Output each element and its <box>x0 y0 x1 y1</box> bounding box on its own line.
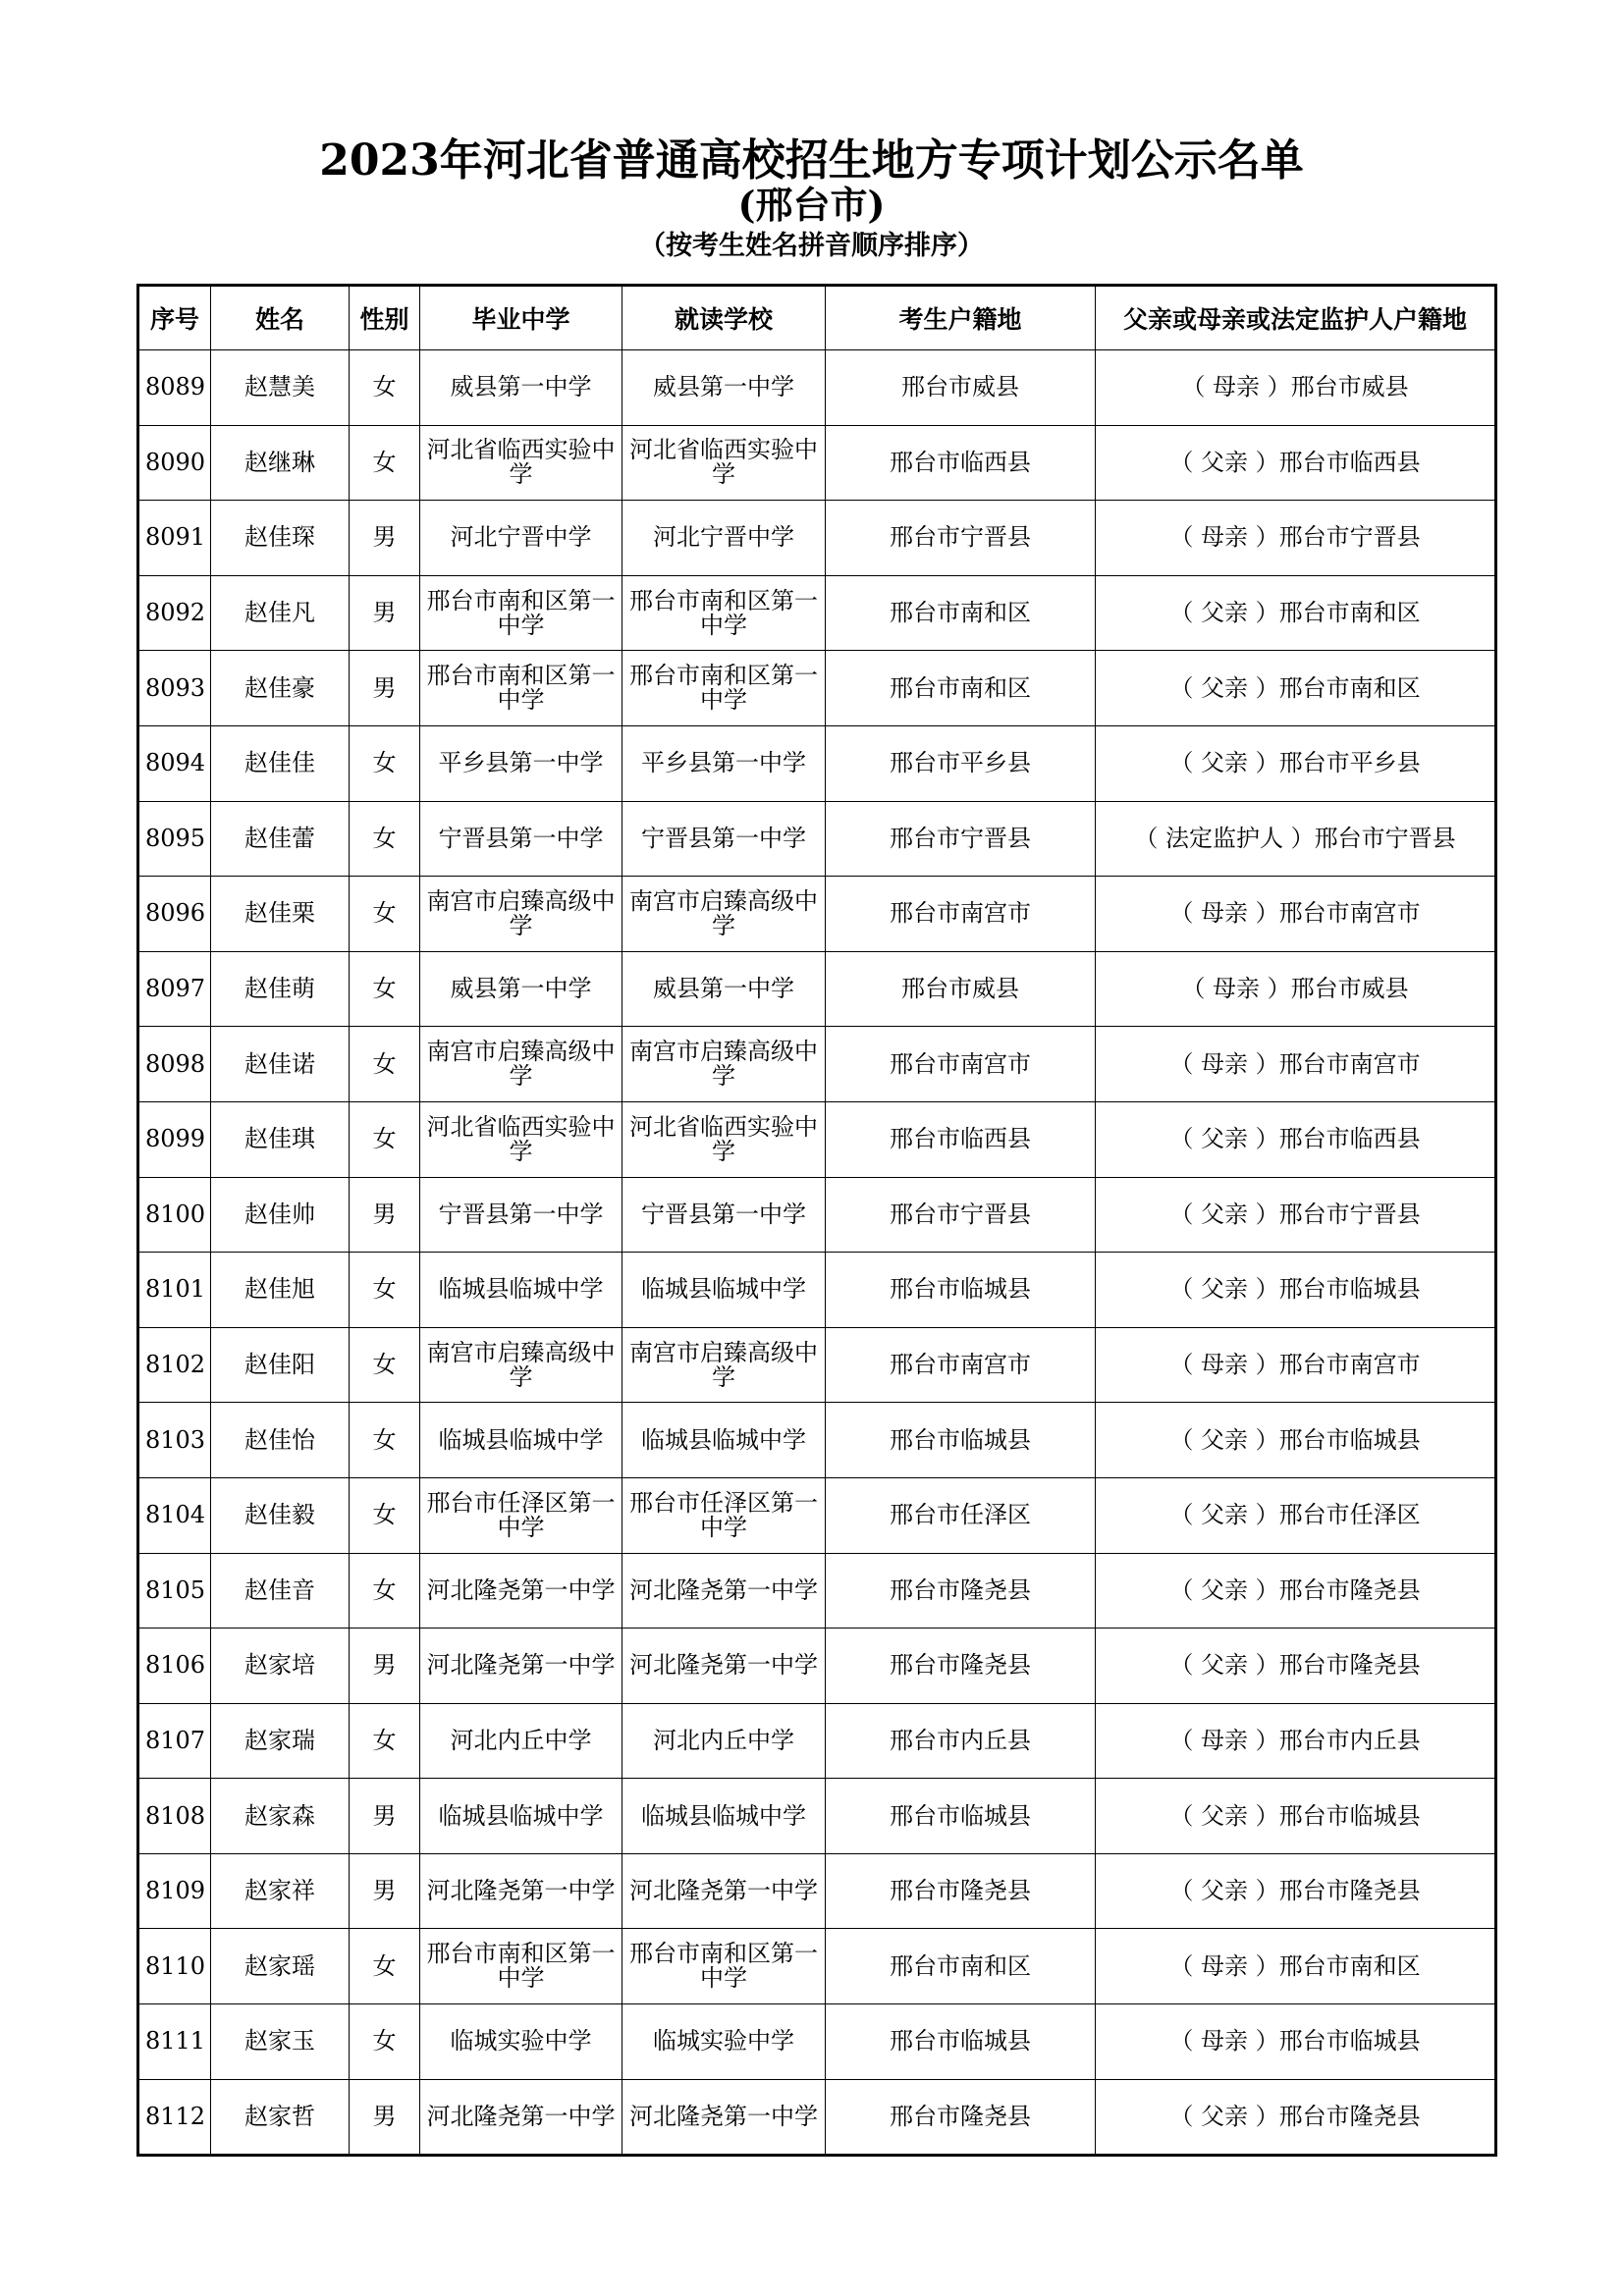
current-school-cell: 河北省临西实验中学 <box>622 425 826 501</box>
student-residence-cell: 邢台市南宫市 <box>826 1027 1096 1102</box>
graduated-school-cell: 威县第一中学 <box>420 350 622 426</box>
gender-cell: 男 <box>350 575 420 651</box>
current-school-cell: 河北内丘中学 <box>622 1703 826 1779</box>
graduated-school-cell: 临城县临城中学 <box>420 1779 622 1854</box>
guardian-residence-cell: （ 母亲 ）邢台市威县 <box>1096 951 1496 1027</box>
seq-cell: 8102 <box>138 1327 211 1403</box>
seq-cell: 8105 <box>138 1553 211 1629</box>
guardian-residence-cell: （ 父亲 ）邢台市任泽区 <box>1096 1477 1496 1553</box>
current-school-cell: 临城县临城中学 <box>622 1403 826 1478</box>
current-school-cell: 邢台市南和区第一中学 <box>622 651 826 726</box>
table-row <box>138 651 1496 726</box>
guardian-residence-cell: （ 父亲 ）邢台市平乡县 <box>1096 725 1496 801</box>
column-header-student-residence: 考生户籍地 <box>826 286 1096 350</box>
gender-cell: 女 <box>350 877 420 952</box>
guardian-residence-cell: （ 母亲 ）邢台市内丘县 <box>1096 1703 1496 1779</box>
student-residence-cell: 邢台市隆尧县 <box>826 1553 1096 1629</box>
graduated-school-cell: 南宫市启臻高级中学 <box>420 1027 622 1102</box>
gender-cell: 男 <box>350 1853 420 1929</box>
graduated-school-cell: 临城实验中学 <box>420 2004 622 2080</box>
name-cell: 赵佳怡 <box>211 1403 350 1478</box>
column-header-current-school: 就读学校 <box>622 286 826 350</box>
current-school-cell: 河北隆尧第一中学 <box>622 1629 826 1704</box>
current-school-cell: 南宫市启臻高级中学 <box>622 877 826 952</box>
table-row <box>138 1253 1496 1328</box>
student-residence-cell: 邢台市临城县 <box>826 1403 1096 1478</box>
guardian-residence-cell: （ 父亲 ）邢台市隆尧县 <box>1096 1853 1496 1929</box>
student-residence-cell: 邢台市南宫市 <box>826 1327 1096 1403</box>
seq-cell: 8109 <box>138 1853 211 1929</box>
guardian-residence-cell: （ 父亲 ）邢台市南和区 <box>1096 575 1496 651</box>
name-cell: 赵慧美 <box>211 350 350 426</box>
table-row <box>138 1327 1496 1403</box>
graduated-school-cell: 河北省临西实验中学 <box>420 425 622 501</box>
seq-cell: 8096 <box>138 877 211 952</box>
table-row <box>138 801 1496 877</box>
current-school-cell: 临城实验中学 <box>622 2004 826 2080</box>
table-row <box>138 877 1496 952</box>
name-cell: 赵家培 <box>211 1629 350 1704</box>
student-residence-cell: 邢台市南和区 <box>826 651 1096 726</box>
student-residence-cell: 邢台市威县 <box>826 951 1096 1027</box>
gender-cell: 男 <box>350 2079 420 2156</box>
gender-cell: 女 <box>350 1403 420 1478</box>
name-cell: 赵佳帅 <box>211 1177 350 1253</box>
gender-cell: 男 <box>350 1177 420 1253</box>
name-cell: 赵家祥 <box>211 1853 350 1929</box>
seq-cell: 8094 <box>138 725 211 801</box>
current-school-cell: 河北省临西实验中学 <box>622 1101 826 1177</box>
current-school-cell: 邢台市南和区第一中学 <box>622 575 826 651</box>
graduated-school-cell: 邢台市南和区第一中学 <box>420 651 622 726</box>
current-school-cell: 临城县临城中学 <box>622 1253 826 1328</box>
table-row <box>138 1027 1496 1102</box>
current-school-cell: 河北隆尧第一中学 <box>622 1553 826 1629</box>
guardian-residence-cell: （ 母亲 ）邢台市宁晋县 <box>1096 501 1496 576</box>
seq-cell: 8103 <box>138 1403 211 1478</box>
table-row <box>138 575 1496 651</box>
student-residence-cell: 邢台市临西县 <box>826 1101 1096 1177</box>
name-cell: 赵佳凡 <box>211 575 350 651</box>
name-cell: 赵家瑶 <box>211 1929 350 2004</box>
gender-cell: 女 <box>350 801 420 877</box>
column-header-name: 姓名 <box>211 286 350 350</box>
table-body <box>138 350 1496 2156</box>
guardian-residence-cell: （ 父亲 ）邢台市临西县 <box>1096 425 1496 501</box>
guardian-residence-cell: （ 母亲 ）邢台市南宫市 <box>1096 877 1496 952</box>
current-school-cell: 平乡县第一中学 <box>622 725 826 801</box>
guardian-residence-cell: （ 父亲 ）邢台市隆尧县 <box>1096 1629 1496 1704</box>
student-residence-cell: 邢台市临城县 <box>826 1779 1096 1854</box>
graduated-school-cell: 威县第一中学 <box>420 951 622 1027</box>
current-school-cell: 威县第一中学 <box>622 951 826 1027</box>
gender-cell: 女 <box>350 1929 420 2004</box>
current-school-cell: 南宫市启臻高级中学 <box>622 1327 826 1403</box>
current-school-cell: 宁晋县第一中学 <box>622 801 826 877</box>
name-cell: 赵佳琛 <box>211 501 350 576</box>
name-cell: 赵佳栗 <box>211 877 350 952</box>
name-cell: 赵家玉 <box>211 2004 350 2080</box>
graduated-school-cell: 邢台市南和区第一中学 <box>420 575 622 651</box>
name-cell: 赵佳豪 <box>211 651 350 726</box>
graduated-school-cell: 平乡县第一中学 <box>420 725 622 801</box>
seq-cell: 8101 <box>138 1253 211 1328</box>
name-cell: 赵佳蕾 <box>211 801 350 877</box>
table-row <box>138 2004 1496 2080</box>
graduated-school-cell: 河北隆尧第一中学 <box>420 2079 622 2156</box>
name-cell: 赵家哲 <box>211 2079 350 2156</box>
name-cell: 赵家森 <box>211 1779 350 1854</box>
seq-cell: 8106 <box>138 1629 211 1704</box>
student-residence-cell: 邢台市宁晋县 <box>826 1177 1096 1253</box>
table-row <box>138 1403 1496 1478</box>
name-cell: 赵佳旭 <box>211 1253 350 1328</box>
guardian-residence-cell: （ 父亲 ）邢台市南和区 <box>1096 651 1496 726</box>
guardian-residence-cell: （ 父亲 ）邢台市隆尧县 <box>1096 1553 1496 1629</box>
column-header-seq: 序号 <box>138 286 211 350</box>
seq-cell: 8095 <box>138 801 211 877</box>
guardian-residence-cell: （ 母亲 ）邢台市南和区 <box>1096 1929 1496 2004</box>
seq-cell: 8091 <box>138 501 211 576</box>
guardian-residence-cell: （ 母亲 ）邢台市威县 <box>1096 350 1496 426</box>
table-header-row <box>138 286 1496 350</box>
seq-cell: 8097 <box>138 951 211 1027</box>
page-subtitle: (邢台市) <box>737 183 886 227</box>
graduated-school-cell: 临城县临城中学 <box>420 1403 622 1478</box>
name-cell: 赵佳音 <box>211 1553 350 1629</box>
student-residence-cell: 邢台市南宫市 <box>826 877 1096 952</box>
seq-cell: 8111 <box>138 2004 211 2080</box>
seq-cell: 8107 <box>138 1703 211 1779</box>
graduated-school-cell: 河北宁晋中学 <box>420 501 622 576</box>
guardian-residence-cell: （ 母亲 ）邢台市南宫市 <box>1096 1327 1496 1403</box>
guardian-residence-cell: （ 法定监护人 ）邢台市宁晋县 <box>1096 801 1496 877</box>
seq-cell: 8092 <box>138 575 211 651</box>
name-cell: 赵家瑞 <box>211 1703 350 1779</box>
seq-cell: 8099 <box>138 1101 211 1177</box>
student-residence-cell: 邢台市南和区 <box>826 575 1096 651</box>
seq-cell: 8089 <box>138 350 211 426</box>
guardian-residence-cell: （ 母亲 ）邢台市临城县 <box>1096 2004 1496 2080</box>
column-header-graduated-school: 毕业中学 <box>420 286 622 350</box>
table-row <box>138 1929 1496 2004</box>
table-row <box>138 1779 1496 1854</box>
student-residence-cell: 邢台市隆尧县 <box>826 1629 1096 1704</box>
gender-cell: 男 <box>350 1629 420 1704</box>
table-row <box>138 1177 1496 1253</box>
seq-cell: 8098 <box>138 1027 211 1102</box>
seq-cell: 8112 <box>138 2079 211 2156</box>
gender-cell: 女 <box>350 1477 420 1553</box>
seq-cell: 8110 <box>138 1929 211 2004</box>
student-residence-cell: 邢台市平乡县 <box>826 725 1096 801</box>
current-school-cell: 临城县临城中学 <box>622 1779 826 1854</box>
gender-cell: 男 <box>350 651 420 726</box>
gender-cell: 女 <box>350 1253 420 1328</box>
current-school-cell: 宁晋县第一中学 <box>622 1177 826 1253</box>
guardian-residence-cell: （ 父亲 ）邢台市宁晋县 <box>1096 1177 1496 1253</box>
student-residence-cell: 邢台市宁晋县 <box>826 801 1096 877</box>
gender-cell: 男 <box>350 1779 420 1854</box>
gender-cell: 女 <box>350 951 420 1027</box>
gender-cell: 女 <box>350 725 420 801</box>
graduated-school-cell: 南宫市启臻高级中学 <box>420 877 622 952</box>
graduated-school-cell: 邢台市任泽区第一中学 <box>420 1477 622 1553</box>
graduated-school-cell: 河北内丘中学 <box>420 1703 622 1779</box>
sort-note: （按考生姓名拼音顺序排序） <box>639 231 984 261</box>
student-residence-cell: 邢台市内丘县 <box>826 1703 1096 1779</box>
roster-table <box>136 284 1497 2157</box>
name-cell: 赵佳阳 <box>211 1327 350 1403</box>
table-row <box>138 501 1496 576</box>
student-residence-cell: 邢台市宁晋县 <box>826 501 1096 576</box>
table-row <box>138 2079 1496 2156</box>
name-cell: 赵佳萌 <box>211 951 350 1027</box>
name-cell: 赵佳琪 <box>211 1101 350 1177</box>
graduated-school-cell: 河北隆尧第一中学 <box>420 1629 622 1704</box>
current-school-cell: 南宫市启臻高级中学 <box>622 1027 826 1102</box>
current-school-cell: 威县第一中学 <box>622 350 826 426</box>
name-cell: 赵佳诺 <box>211 1027 350 1102</box>
seq-cell: 8108 <box>138 1779 211 1854</box>
graduated-school-cell: 南宫市启臻高级中学 <box>420 1327 622 1403</box>
student-residence-cell: 邢台市临西县 <box>826 425 1096 501</box>
table-row <box>138 1703 1496 1779</box>
table-row <box>138 425 1496 501</box>
current-school-cell: 邢台市任泽区第一中学 <box>622 1477 826 1553</box>
column-header-gender: 性别 <box>350 286 420 350</box>
graduated-school-cell: 河北隆尧第一中学 <box>420 1553 622 1629</box>
gender-cell: 女 <box>350 1327 420 1403</box>
gender-cell: 女 <box>350 425 420 501</box>
gender-cell: 女 <box>350 1027 420 1102</box>
table-row <box>138 1553 1496 1629</box>
student-residence-cell: 邢台市隆尧县 <box>826 1853 1096 1929</box>
student-residence-cell: 邢台市威县 <box>826 350 1096 426</box>
seq-cell: 8093 <box>138 651 211 726</box>
graduated-school-cell: 河北隆尧第一中学 <box>420 1853 622 1929</box>
seq-cell: 8090 <box>138 425 211 501</box>
guardian-residence-cell: （ 父亲 ）邢台市临城县 <box>1096 1403 1496 1478</box>
seq-cell: 8100 <box>138 1177 211 1253</box>
gender-cell: 女 <box>350 1703 420 1779</box>
name-cell: 赵继琳 <box>211 425 350 501</box>
student-residence-cell: 邢台市临城县 <box>826 2004 1096 2080</box>
graduated-school-cell: 河北省临西实验中学 <box>420 1101 622 1177</box>
gender-cell: 女 <box>350 350 420 426</box>
graduated-school-cell: 临城县临城中学 <box>420 1253 622 1328</box>
current-school-cell: 邢台市南和区第一中学 <box>622 1929 826 2004</box>
name-cell: 赵佳佳 <box>211 725 350 801</box>
student-residence-cell: 邢台市隆尧县 <box>826 2079 1096 2156</box>
table-row <box>138 1101 1496 1177</box>
table-row <box>138 1629 1496 1704</box>
graduated-school-cell: 宁晋县第一中学 <box>420 801 622 877</box>
guardian-residence-cell: （ 父亲 ）邢台市隆尧县 <box>1096 2079 1496 2156</box>
current-school-cell: 河北隆尧第一中学 <box>622 2079 826 2156</box>
table-row <box>138 1477 1496 1553</box>
guardian-residence-cell: （ 母亲 ）邢台市南宫市 <box>1096 1027 1496 1102</box>
gender-cell: 女 <box>350 1553 420 1629</box>
table-row <box>138 951 1496 1027</box>
current-school-cell: 河北隆尧第一中学 <box>622 1853 826 1929</box>
guardian-residence-cell: （ 父亲 ）邢台市临城县 <box>1096 1253 1496 1328</box>
guardian-residence-cell: （ 父亲 ）邢台市临西县 <box>1096 1101 1496 1177</box>
current-school-cell: 河北宁晋中学 <box>622 501 826 576</box>
student-residence-cell: 邢台市南和区 <box>826 1929 1096 2004</box>
seq-cell: 8104 <box>138 1477 211 1553</box>
column-header-guardian-residence: 父亲或母亲或法定监护人户籍地 <box>1096 286 1496 350</box>
name-cell: 赵佳毅 <box>211 1477 350 1553</box>
graduated-school-cell: 邢台市南和区第一中学 <box>420 1929 622 2004</box>
student-residence-cell: 邢台市临城县 <box>826 1253 1096 1328</box>
table-row <box>138 1853 1496 1929</box>
gender-cell: 女 <box>350 2004 420 2080</box>
graduated-school-cell: 宁晋县第一中学 <box>420 1177 622 1253</box>
guardian-residence-cell: （ 父亲 ）邢台市临城县 <box>1096 1779 1496 1854</box>
gender-cell: 女 <box>350 1101 420 1177</box>
student-residence-cell: 邢台市任泽区 <box>826 1477 1096 1553</box>
table-row <box>138 350 1496 426</box>
page-title: 2023年河北省普通高校招生地方专项计划公示名单 <box>319 135 1304 186</box>
table-row <box>138 725 1496 801</box>
gender-cell: 男 <box>350 501 420 576</box>
